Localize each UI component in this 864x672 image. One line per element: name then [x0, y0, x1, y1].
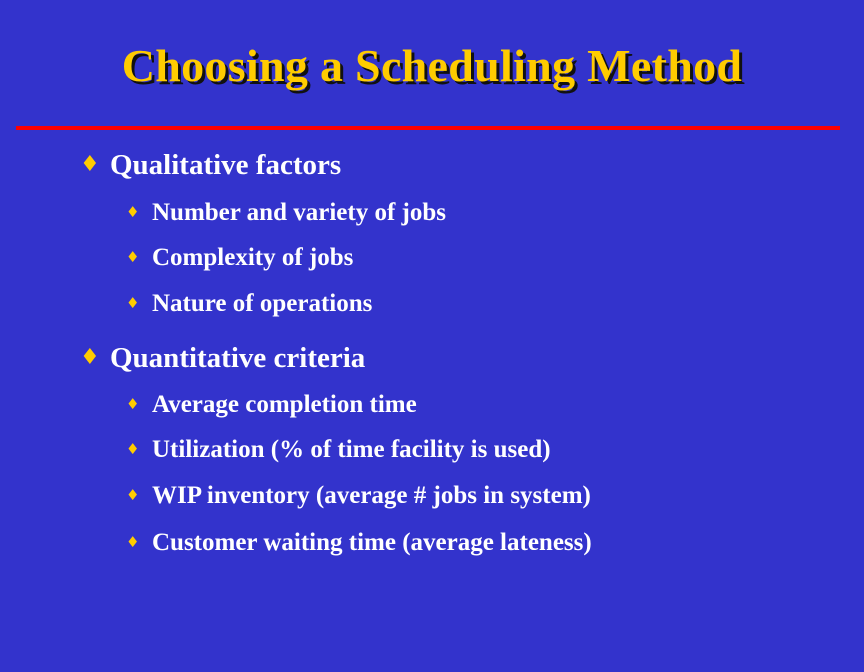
sub-bullet	[126, 435, 551, 467]
sub-bullet	[126, 289, 372, 321]
diamond-icon: ♦	[126, 248, 140, 266]
sub-bullet	[126, 243, 353, 275]
diamond-icon: ♦	[126, 440, 140, 458]
sub-bullet-text: Customer waiting time (average lateness)	[152, 529, 592, 556]
bullet-text: Qualitative factors	[110, 149, 342, 181]
sub-bullet	[126, 481, 591, 513]
sub-bullet-text: Complexity of jobs	[152, 244, 354, 271]
sub-bullet-text: Nature of operations	[152, 290, 373, 317]
sub-bullet-text: Average completion time	[152, 391, 417, 418]
bullet-quantitative-criteria	[80, 341, 365, 378]
diamond-icon: ♦	[126, 395, 140, 413]
title-divider	[16, 126, 840, 130]
sub-bullet-text: Number and variety of jobs	[152, 199, 446, 226]
sub-bullet	[126, 390, 417, 422]
sub-bullet-text: Utilization (% of time facility is used)	[152, 436, 551, 463]
diamond-icon: ♦	[126, 486, 140, 504]
diamond-icon: ♦	[126, 203, 140, 221]
sub-bullet	[126, 528, 592, 560]
sub-bullet-text: WIP inventory (average # jobs in system)	[152, 482, 591, 509]
diamond-icon: ♦	[80, 152, 100, 177]
diamond-icon: ♦	[126, 533, 140, 551]
bullet-qualitative-factors	[80, 148, 341, 185]
bullet-text: Quantitative criteria	[110, 342, 366, 374]
sub-bullet	[126, 198, 446, 230]
diamond-icon: ♦	[80, 345, 100, 370]
slide-title: Choosing a Scheduling Method	[121, 40, 743, 91]
diamond-icon: ♦	[126, 294, 140, 312]
